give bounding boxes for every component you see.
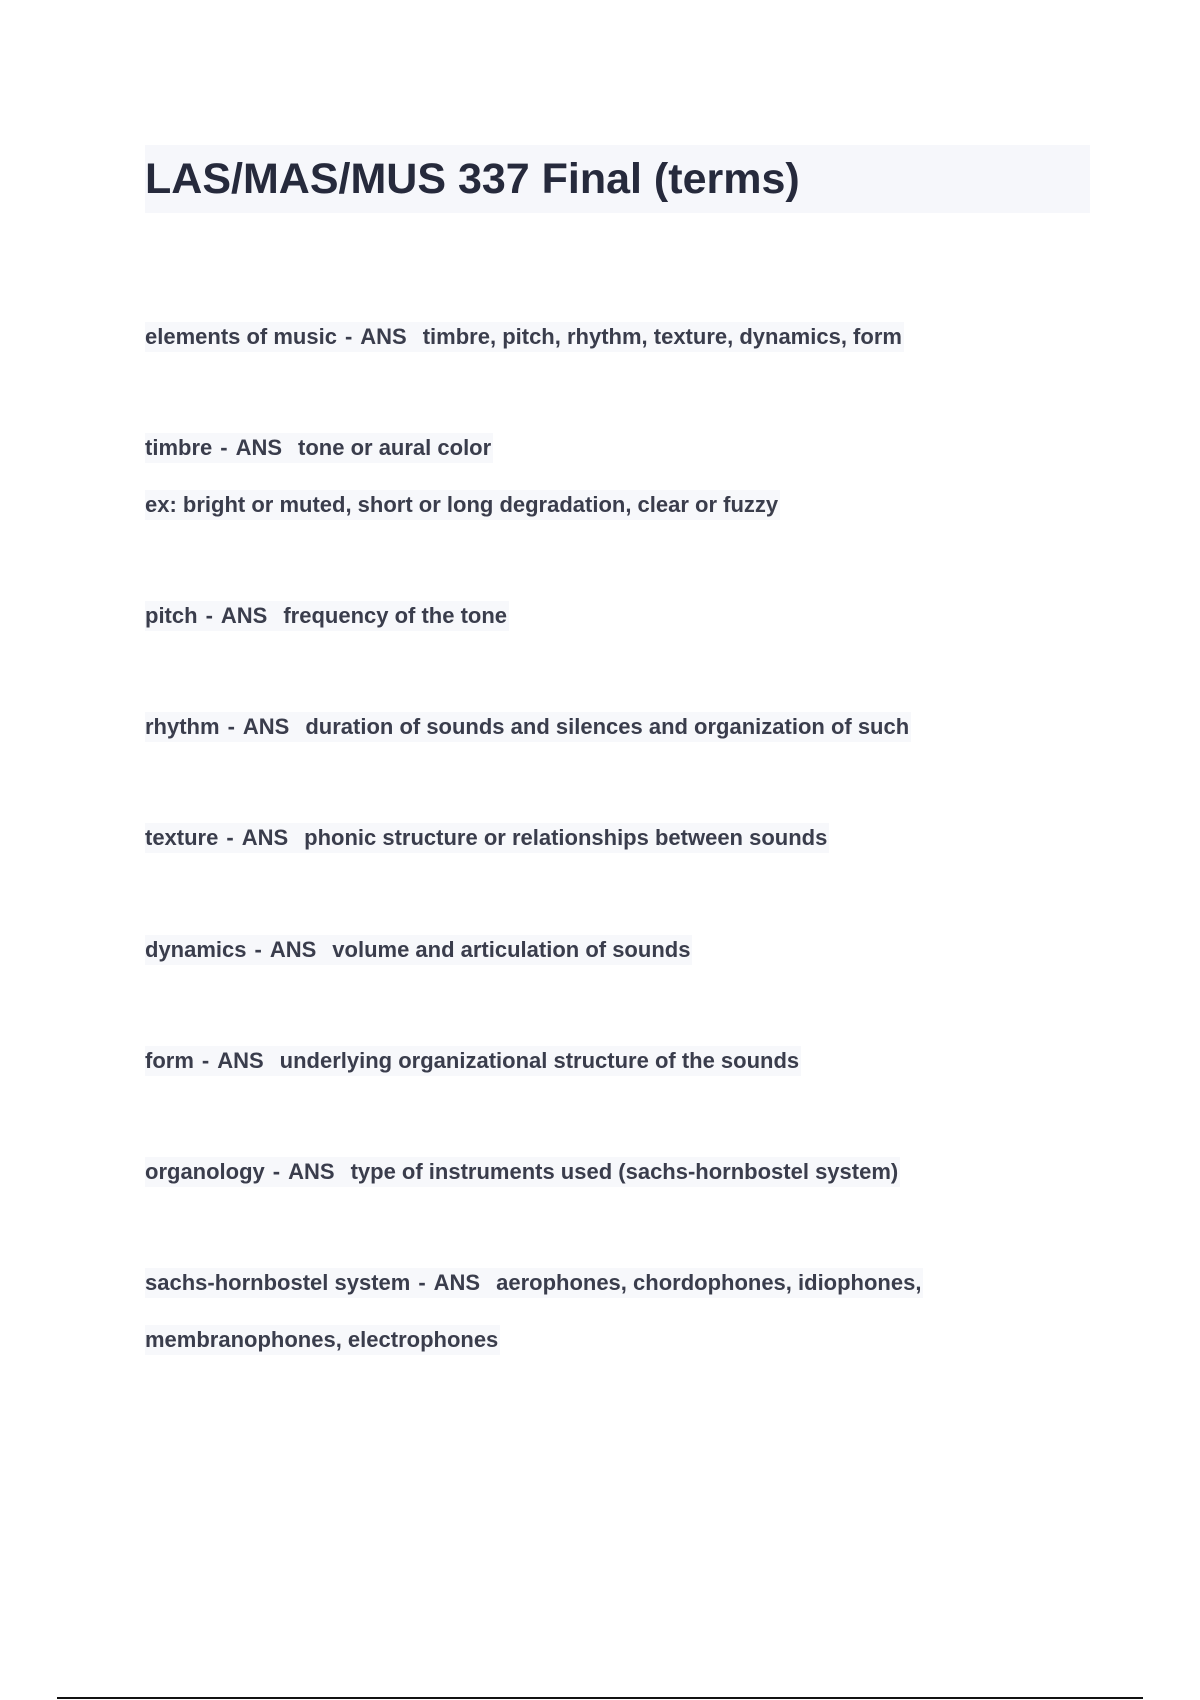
separator: -	[220, 435, 228, 460]
answer-text: frequency of the tone	[283, 603, 508, 628]
answer-continuation: membranophones, electrophones	[145, 1325, 500, 1355]
term: rhythm	[145, 714, 220, 739]
answer-text: type of instruments used (sachs-hornbostel system)	[350, 1159, 899, 1184]
answer-marker: ANS	[288, 1159, 335, 1184]
separator: -	[254, 937, 262, 962]
answer-text: phonic structure or relationships between sounds	[304, 825, 828, 850]
answer-text: timbre, pitch, rhythm, texture, dynamics, form	[422, 324, 902, 349]
answer-marker: ANS	[217, 1048, 264, 1073]
answer-continuation: ex: bright or muted, short or long degradation, clear or fuzzy	[145, 490, 780, 520]
term-entry-rhythm	[145, 712, 911, 742]
term: organology	[145, 1159, 265, 1184]
answer-text: aerophones, chordophones, idiophones,	[496, 1270, 922, 1295]
term: form	[145, 1048, 194, 1073]
term: timbre	[145, 435, 213, 460]
answer-marker: ANS	[269, 937, 317, 962]
term: texture	[145, 825, 219, 850]
answer-text: tone or aural color	[298, 435, 492, 460]
answer-text: volume and articulation of sounds	[332, 937, 691, 962]
term-entry-pitch	[145, 601, 509, 631]
separator: -	[418, 1270, 426, 1295]
answer-text: duration of sounds and silences and organization of such	[305, 714, 910, 739]
separator: -	[201, 1048, 210, 1073]
term: dynamics	[145, 937, 247, 962]
term-entry-sachs-hornbostel-system	[145, 1268, 923, 1298]
answer-marker: ANS	[360, 324, 407, 349]
term: elements of music	[145, 324, 337, 349]
term-entry-form	[145, 1046, 801, 1076]
term-entry-elements-of-music	[145, 322, 904, 352]
separator: -	[227, 714, 235, 739]
term-entry-timbre	[145, 433, 493, 463]
page-title: LAS/MAS/MUS 337 Final (terms)	[145, 155, 800, 203]
separator: -	[205, 603, 213, 628]
title-bar	[145, 145, 1090, 213]
answer-text: underlying organizational structure of the sounds	[279, 1048, 800, 1073]
term-entry-texture	[145, 823, 829, 853]
answer-marker: ANS	[220, 603, 268, 628]
separator: -	[226, 825, 234, 850]
separator: -	[344, 324, 353, 349]
answer-marker: ANS	[241, 825, 289, 850]
answer-marker: ANS	[235, 435, 283, 460]
separator: -	[272, 1159, 281, 1184]
term-entry-dynamics	[145, 935, 692, 965]
term-entry-organology	[145, 1157, 900, 1187]
term: sachs-hornbostel system	[145, 1270, 411, 1295]
answer-marker: ANS	[433, 1270, 481, 1295]
answer-marker: ANS	[242, 714, 290, 739]
footer-rule	[57, 1697, 1143, 1699]
term: pitch	[145, 603, 198, 628]
